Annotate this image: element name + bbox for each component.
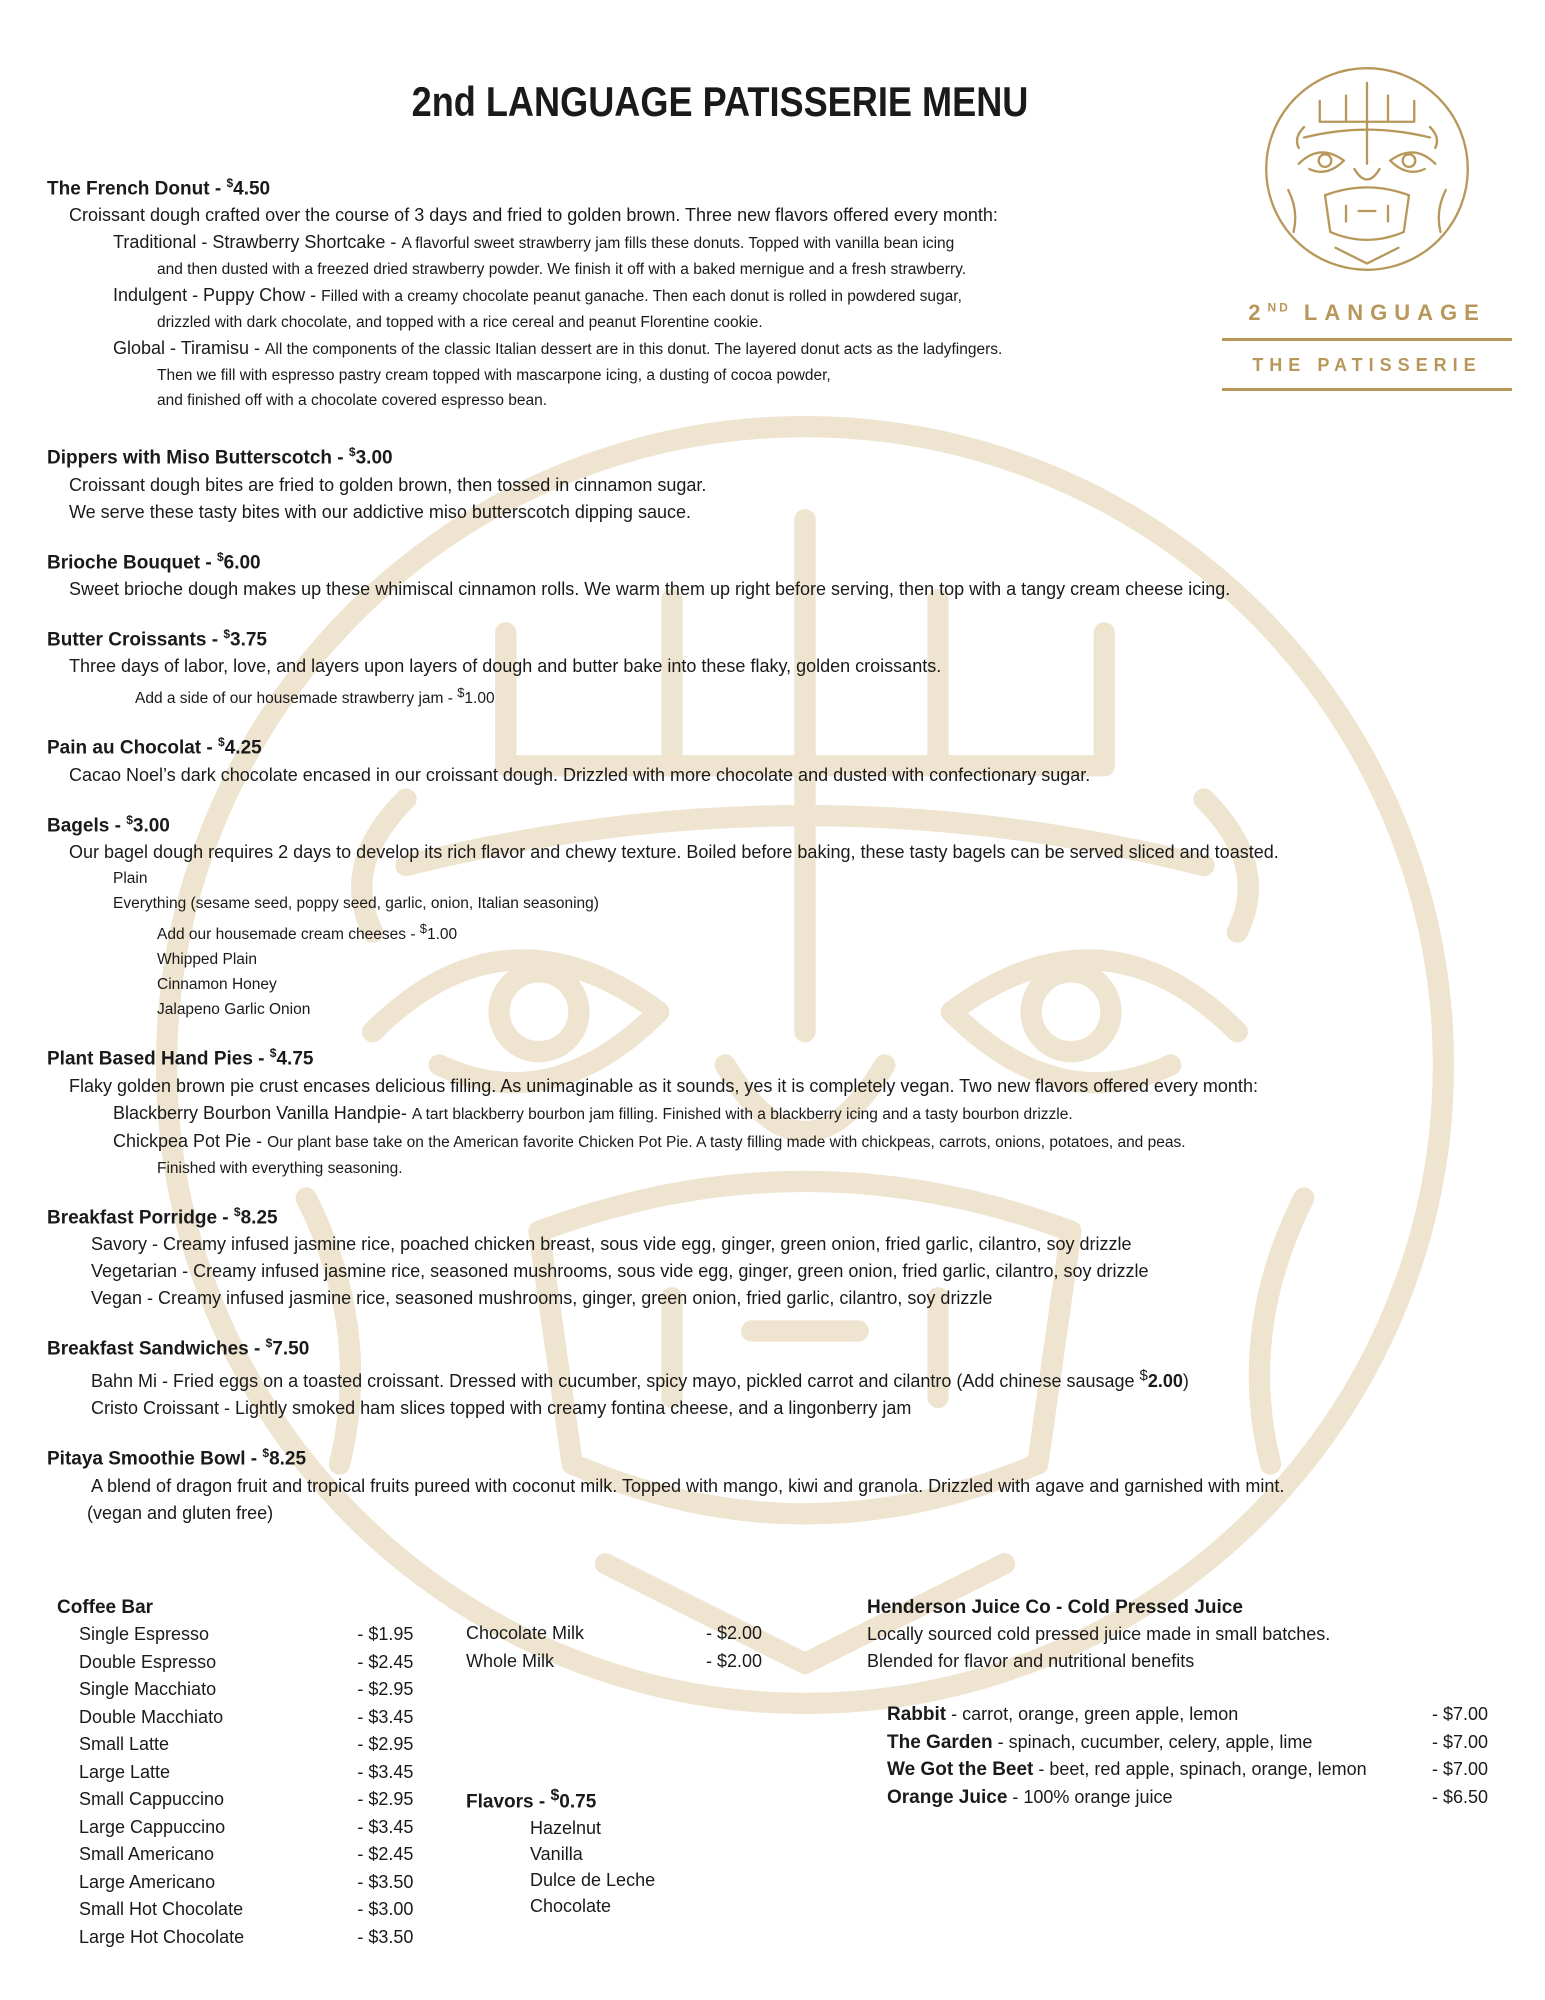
menu-item-sandwiches: Breakfast Sandwiches - $7.50 Bahn Mi - Fried eggs on a toasted croissant. Dressed with cucumber, spicy mayo, pickled carrot and cilantro (Add chinese sausage $2.00) Cristo Croissant - Lightly smoked ham slices topped with creamy fontina cheese, and a lingonberry jam bbox=[47, 1335, 1189, 1419]
coffee-item: Single Macchiato - $2.95 bbox=[79, 1679, 414, 1699]
juice-item: Rabbit - carrot, orange, green apple, lemon - $7.00 bbox=[887, 1704, 1489, 1725]
menu-item-porridge: Breakfast Porridge - $8.25 Savory - Creamy infused jasmine rice, poached chicken breast, sous vide egg, ginger, green onion, fried garlic, cilantro, soy drizzle Vegetarian - Creamy infused jasmine rice, seasoned mushrooms, sous vide egg, ginger, green onion, fried garlic, cilantro, soy drizzle Vegan - Creamy infused jasmine rice, seasoned mushrooms, ginger, green onion, fried garlic, cilantro, soy drizzle bbox=[47, 1204, 1149, 1308]
flavor-item: Dulce de Leche bbox=[530, 1870, 656, 1891]
menu-item-dippers: Dippers with Miso Butterscotch - $3.00 Croissant dough bites are fried to golden brown, then tossed in cinnamon sugar. We serve these tasty bites with our addictive miso butterscotch dipping sauce. bbox=[47, 445, 707, 522]
flavor-item: Chocolate bbox=[530, 1896, 612, 1917]
juice-item: Orange Juice - 100% orange juice - $6.50 bbox=[887, 1786, 1489, 1808]
milk-item: Whole Milk - $2.00 bbox=[466, 1650, 763, 1671]
menu-item-french-donut: The French Donut - $4.50 Croissant dough crafted over the course of 3 days and fried to golden brown. Three new flavors offered every month: Traditional - Strawberry Shortcake - A flavorful sweet strawberry jam fills these donuts. Topped with vanilla bean icing and then dusted with a freezed dried strawberry powder. We finish it off with a baked mernigue and a fresh strawberry. Indulgent - Puppy Chow - Filled with a creamy chocolate peanut ganache. Then each donut is rolled in powdered sugar, drizzled with dark chocolate, and topped with a rice cereal and peanut Florentine cookie. Global - Tiramisu - All the components of the classic Italian dessert are in this donut. The layered donut acts as the ladyfingers. Then we fill with espresso pastry cream topped with mascarpone icing, a dusting of cocoa powder, and finished off with a chocolate covered espresso bean. bbox=[47, 176, 1003, 410]
coffee-item: Small Hot Chocolate - $3.00 bbox=[79, 1899, 414, 1919]
menu-item-hand-pies: Plant Based Hand Pies - $4.75 Flaky golden brown pie crust encases delicious filling. As unimaginable as it sounds, yes it is completely vegan. Two new flavors offered every month: Blackberry Bourbon Vanilla Handpie- A tart blackberry bourbon jam filling. Finished with a blackberry icing and a tasty bourbon drizzle. Chickpea Pot Pie - Our plant base take on the American favorite Chicken Pot Pie. A tasty filling made with chickpeas, carrots, onions, potatoes, and peas. Finished with everything seasoning. bbox=[47, 1046, 1258, 1177]
coffee-item: Double Macchiato - $3.45 bbox=[79, 1706, 414, 1727]
menu-item-croissants: Butter Croissants - $3.75 Three days of labor, love, and layers upon layers of dough and butter bake into these flaky, golden croissants. Add a side of our housemade strawberry jam - $1.00 bbox=[47, 626, 942, 708]
coffee-item: Single Espresso - $1.95 bbox=[79, 1624, 414, 1644]
flavor-item: Hazelnut bbox=[530, 1818, 602, 1839]
menu-item-pain-au-chocolat: Pain au Chocolat - $4.25 Cacao Noel’s dark chocolate encased in our croissant dough. Drizzled with more chocolate and dusted with confectionary sugar. bbox=[47, 735, 1091, 785]
coffee-item: Small Latte - $2.95 bbox=[79, 1734, 414, 1754]
juice-item: The Garden - spinach, cucumber, celery, apple, lime - $7.00 bbox=[887, 1731, 1489, 1753]
menu-item-bagels: Bagels - $3.00 Our bagel dough requires 2 days to develop its rich flavor and chewy texture. Boiled before baking, these tasty bagels can be served sliced and toasted. Plain Everything (sesame seed, poppy seed, garlic, onion, Italian seasoning) Add our housemade cream cheeses - $1.00 Whipped Plain Cinnamon Honey Jalapeno Garlic Onion bbox=[47, 812, 1279, 1019]
brand-subtitle: THE PATISSERIE bbox=[1222, 341, 1512, 391]
milk-list bbox=[460, 1620, 780, 1675]
menu-item-brioche: Brioche Bouquet - $6.00 Sweet brioche dough makes up these whimiscal cinnamon rolls. We warm them up right before serving, then top with a tangy cream cheese icing. bbox=[47, 549, 1231, 599]
juice-title: Henderson Juice Co - Cold Pressed Juice bbox=[867, 1597, 1243, 1618]
coffee-item: Large Latte - $3.45 bbox=[79, 1761, 414, 1782]
coffee-item: Large Cappuccino - $3.45 bbox=[79, 1816, 414, 1837]
milk-item: Chocolate Milk - $2.00 bbox=[466, 1623, 763, 1643]
page-title: 2nd LANGUAGE PATISSERIE MENU bbox=[411, 78, 1029, 125]
coffee-item: Small Americano - $2.45 bbox=[79, 1844, 414, 1864]
drinks-section bbox=[0, 1594, 1545, 1994]
coffee-item: Large Americano - $3.50 bbox=[79, 1871, 414, 1892]
juice-section: Henderson Juice Co - Cold Pressed Juice Locally sourced cold pressed juice made in small batches. Blended for flavor and nutritional benefits Rabbit - carrot, orange, green apple, lemon - $7.00 The Garden - spinach, cucumber, celery, apple, lime - $7.00 We Got the Beet - beet, red apple, spinach, orange, lemon - $7.00 Orange Juice - 100% orange juice - $6.50 bbox=[867, 1594, 1507, 1811]
brand-name: 2ND LANGUAGE bbox=[1222, 300, 1512, 341]
menu-list bbox=[47, 170, 1517, 1545]
menu-item-pitaya: Pitaya Smoothie Bowl - $8.25 A blend of dragon fruit and tropical fruits pureed with coconut milk. Topped with mango, kiwi and granola. Drizzled with agave and garnished with mint. (vegan and gluten free) bbox=[47, 1446, 1285, 1523]
flavor-item: Vanilla bbox=[530, 1844, 583, 1865]
juice-item: We Got the Beet - beet, red apple, spinach, orange, lemon - $7.00 bbox=[887, 1759, 1489, 1780]
coffee-item: Large Hot Chocolate - $3.50 bbox=[79, 1926, 414, 1947]
coffee-bar-title: Coffee Bar bbox=[57, 1597, 154, 1618]
coffee-item: Double Espresso - $2.45 bbox=[79, 1651, 414, 1672]
flavors-list: Flavors - $0.75 Hazelnut Vanilla Dulce de Leche Chocolate bbox=[466, 1782, 766, 1919]
coffee-item: Small Cappuccino - $2.95 bbox=[79, 1789, 414, 1809]
coffee-bar bbox=[57, 1594, 427, 1951]
